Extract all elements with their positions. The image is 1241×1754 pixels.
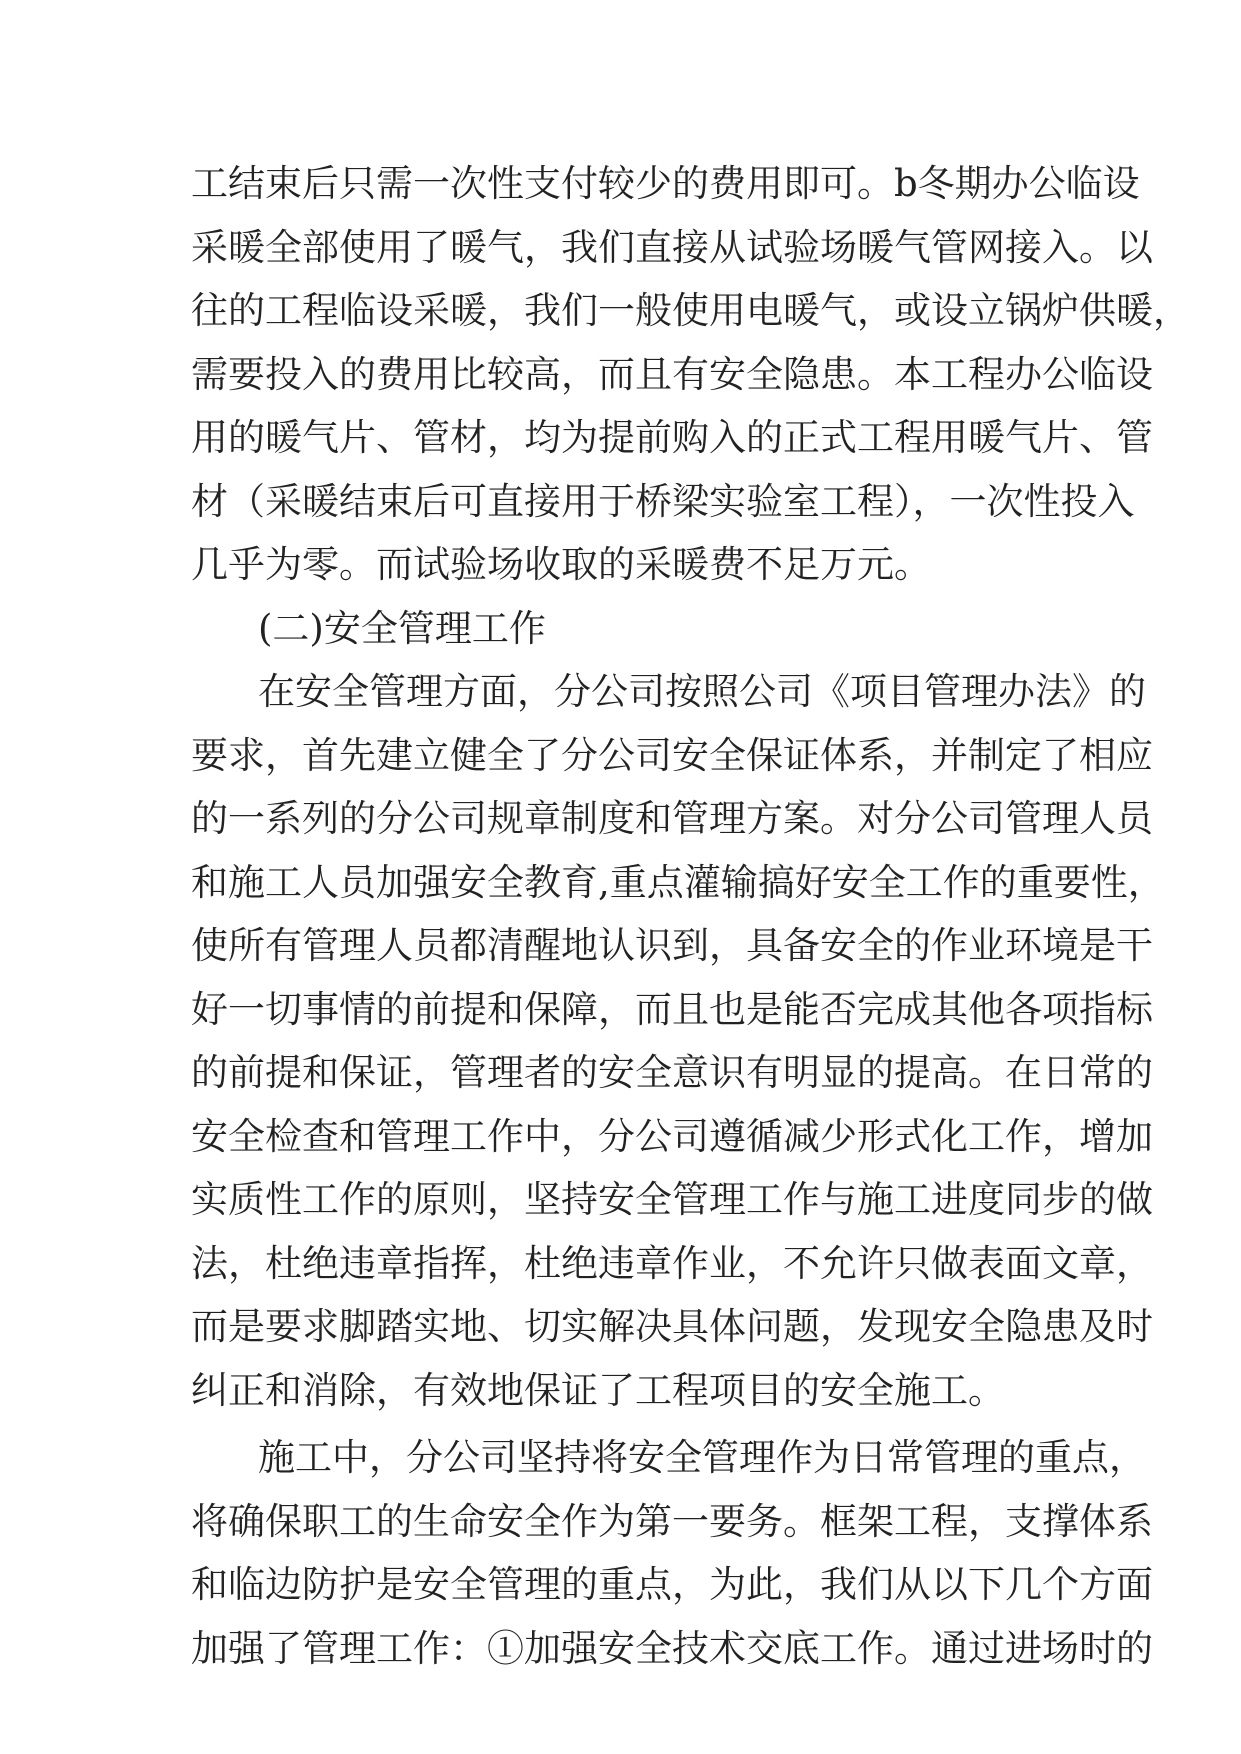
document-body [191,152,1190,1680]
text-line: 和临边防护是安全管理的重点，为此，我们从以下几个方面 [191,1563,1153,1606]
text-line: 纠正和消除，有效地保证了工程项目的安全施工。 [191,1368,1005,1412]
text-line: 要求，首先建立健全了分公司安全保证体系，并制定了相应 [191,733,1153,777]
text-line: 的前提和保证，管理者的安全意识有明显的提高。在日常的 [191,1051,1153,1094]
text-line: 需要投入的费用比较高，而且有安全隐患。本工程办公临设 [191,352,1153,396]
paragraph-3 [191,1426,1153,1680]
text-line: 而是要求脚踏实地、切实解决具体问题，发现安全隐患及时 [191,1305,1153,1348]
section-heading-text: (二)安全管理工作 [258,606,546,650]
text-line: 使所有管理人员都清醒地认识到，具备安全的作业环境是干 [191,924,1153,967]
text-line: 用的暖气片、管材，均为提前购入的正式工程用暖气片、管 [191,416,1153,459]
section-heading [191,597,1051,661]
text-line: 加强了管理工作：①加强安全技术交底工作。通过进场时的 [191,1626,1153,1670]
paragraph-1 [191,152,1190,597]
text-line: 的一系列的分公司规章制度和管理方案。对分公司管理人员 [191,797,1153,840]
text-line: 安全检查和管理工作中，分公司遵循减少形式化工作，增加 [191,1114,1153,1158]
text-line: 工结束后只需一次性支付较少的费用即可。b冬期办公临设 [191,162,1140,205]
text-line: 好一切事情的前提和保障，而且也是能否完成其他各项指标 [191,987,1153,1031]
text-line: 几乎为零。而试验场收取的采暖费不足万元。 [191,543,931,586]
text-line: 采暖全部使用了暖气，我们直接从试验场暖气管网接入。以 [191,225,1153,269]
text-line: 在安全管理方面，分公司按照公司《项目管理办法》的 [258,670,1146,713]
text-line: 将确保职工的生命安全作为第一要务。框架工程，支撑体系 [191,1499,1153,1543]
paragraph-2 [191,660,1165,1422]
text-line: 施工中，分公司坚持将安全管理作为日常管理的重点， [258,1436,1146,1479]
text-line: 往的工程临设采暖，我们一般使用电暖气，或设立锅炉供暖， [191,289,1190,332]
text-line: 和施工人员加强安全教育,重点灌输搞好安全工作的重要性， [191,860,1165,904]
text-line: 法，杜绝违章指挥，杜绝违章作业，不允许只做表面文章， [191,1241,1153,1285]
text-line: 材（采暖结束后可直接用于桥梁实验室工程），一次性投入 [191,479,1135,523]
text-line: 实质性工作的原则，坚持安全管理工作与施工进度同步的做 [191,1178,1153,1221]
